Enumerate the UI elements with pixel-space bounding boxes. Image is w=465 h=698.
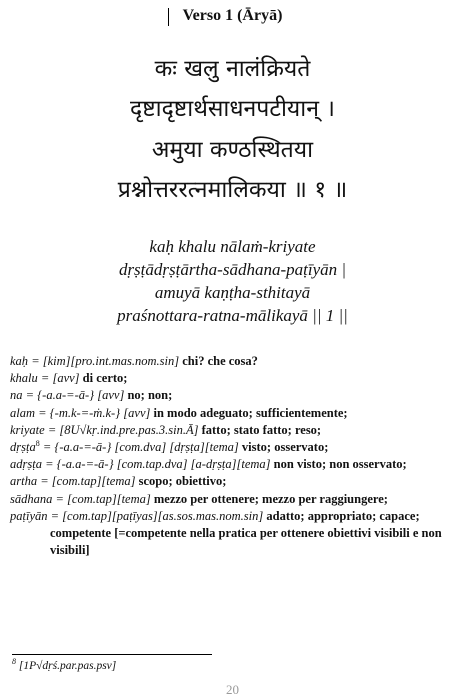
glossary-meaning: mezzo per ottenere; mezzo per raggiungere;	[153, 491, 388, 506]
glossary-meaning: in modo adeguato; sufficientemente;	[153, 405, 348, 420]
glossary-entry	[10, 422, 456, 439]
glossary-entry	[10, 353, 456, 370]
glossary-grammar: = [com.tap][tema]	[40, 474, 136, 489]
glossary-meaning: no; non;	[127, 388, 173, 403]
transliteration-line-4: praśnottara-ratna-mālikayā || 1 ||	[117, 306, 348, 325]
glossary-term: khalu	[10, 371, 38, 386]
footnote-rule	[12, 654, 212, 655]
footnote	[12, 657, 117, 672]
glossary-term: alam	[10, 405, 35, 420]
glossary-term: kriyate	[10, 422, 45, 437]
transliteration-line-2: dṛṣṭādṛṣṭārtha-sādhana-paṭīyān |	[118, 260, 347, 279]
glossary-grammar: = [com.tap][paṭīyas][as.sos.mas.nom.sin]	[50, 508, 264, 523]
glossary-entry	[10, 387, 456, 404]
glossary-meaning: visto; osservato;	[241, 440, 329, 455]
glossary-entry	[10, 473, 456, 490]
glossary-grammar: = [avv]	[40, 371, 80, 386]
glossary-meaning: di certo;	[82, 371, 128, 386]
glossary-term: dṛṣṭa	[10, 440, 36, 455]
glossary-grammar: = [kim][pro.int.mas.nom.sin]	[31, 354, 180, 368]
glossary-term: na	[10, 388, 23, 403]
glossary-entry	[10, 370, 456, 387]
devanagari-line-4: प्रश्नोत्तररत्नमालिकया ॥ १ ॥	[117, 177, 348, 203]
devanagari-line-1: कः खलु नालंक्रियते	[154, 56, 311, 82]
glossary-entry	[10, 405, 456, 422]
glossary-entry	[10, 456, 456, 473]
glossary-grammar: = [8U√kṛ.ind.pre.pas.3.sin.Ā]	[47, 422, 199, 437]
transliteration-line-1: kaḥ khalu nālaṁ-kriyate	[149, 237, 316, 256]
glossary-grammar: = {-a.a-=-ā-} [com.tap.dva] [a-dṛṣṭa][tema]	[45, 457, 271, 472]
devanagari-line-3: अमुया कण्ठस्थितया	[151, 137, 314, 163]
glossary-entry	[10, 439, 456, 456]
footnote-text: [1P√dṛś.par.pas.psv]	[18, 660, 117, 672]
glossary-meaning: non visto; non osservato;	[273, 457, 407, 472]
glossary-term: kaḥ	[10, 354, 29, 368]
glossary-grammar: = [com.tap][tema]	[55, 491, 151, 506]
glossary-term: paṭīyān	[10, 508, 48, 523]
glossary-grammar: = {-m.k-=-ṁ.k-} [avv]	[38, 405, 151, 420]
footnote-marker: 8	[12, 657, 16, 667]
footnote-ref: 8	[35, 438, 40, 448]
page-number: 20	[226, 682, 239, 697]
glossary-term: adṛṣṭa	[10, 457, 42, 472]
transliteration-line-3: amuyā kaṇṭha-sthitayā	[154, 283, 311, 302]
glossary-grammar: = {-a.a-=-ā-} [avv]	[25, 388, 125, 403]
glossary-grammar: = {-a.a-=-ā-} [com.dva] [dṛṣṭa][tema]	[42, 440, 239, 455]
glossary-meaning: scopo; obiettivo;	[138, 474, 227, 489]
glossary-meaning: chi? che cosa?	[182, 354, 258, 368]
glossary-entry	[10, 508, 456, 560]
glossary-term: sādhana	[10, 491, 53, 506]
glossary-entry	[10, 491, 456, 508]
glossary-meaning: fatto; stato fatto; reso;	[201, 422, 322, 437]
verse-heading: Verso 1 (Āryā)	[182, 7, 283, 24]
glossary-meaning: adatto; appropriato; capace; competente [=competente nella pratica per ottenere obiettivi visibili e non visibili]	[50, 508, 442, 558]
glossary-term: artha	[10, 474, 38, 489]
devanagari-line-2: दृष्टादृष्टार्थसाधनपटीयान् ।	[129, 96, 336, 122]
glossary	[10, 353, 456, 559]
